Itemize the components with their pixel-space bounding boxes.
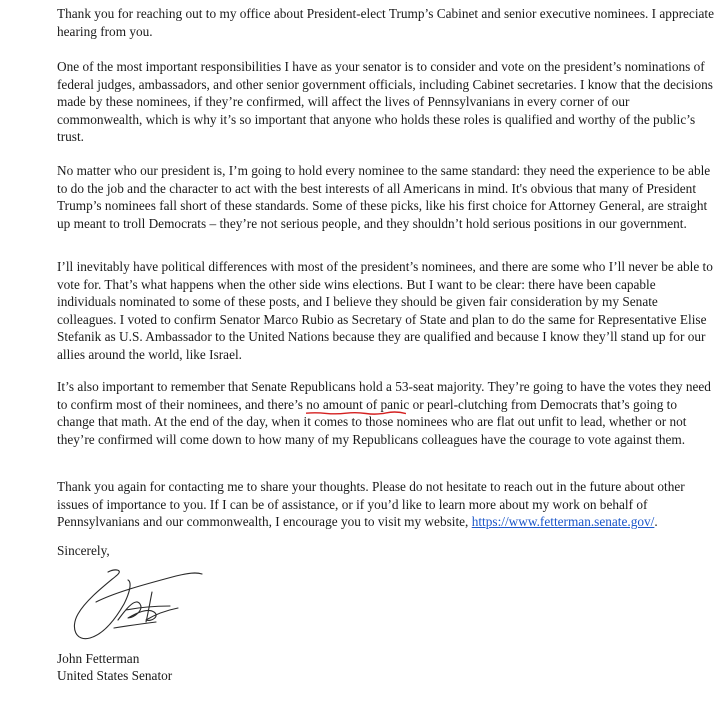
signature-image (56, 562, 206, 652)
website-link[interactable]: https://www.fetterman.senate.gov/ (471, 514, 655, 530)
thanks-text-end: . (654, 514, 658, 530)
majority-text-start: It’s also important to remember that Senate Republicans hold a 53-seat majority. They’re going to have the votes they need to confirm most of their nominees, and there’s (57, 379, 711, 412)
signer-title: United States Senator (57, 668, 173, 683)
paragraph-differences: I’ll inevitably have political differences with most of the president’s nominees, and there are some who I’ll never be able to vote for. That’s what happens when the other side wins elections. But I want to be clear: there have been capable individuals nominated to some of these posts, and I believe they should be given fair consideration by my Senate colleagues. I voted to confirm Senator Marco Rubio as Secretary of State and plan to do the same for Representative Elise Stefanik as U.S. Ambassador to the United Nations because they are qualified and because I know they’ll stand up for our allies around the world, like Israel. (57, 259, 713, 362)
paragraph-greeting: Thank you for reaching out to my office about President-elect Trump’s Cabinet and senior executive nominees. I appreciate hearing from you. (57, 6, 715, 39)
paragraph-thanks (57, 478, 717, 531)
signer-name: John Fetterman (57, 651, 140, 666)
paragraph-standards: No matter who our president is, I’m going to hold every nominee to the same standard: they need the experience to be able to do the job and the character to act with the best interests of all Americans in mind. It's obvious that many of President Trump’s nominees fall short of these standards. Some of these picks, like his first choice for Attorney General, are straight up meant to troll Democrats – they’re not serious people, and they shouldn’t hold serious positions in our government. (57, 163, 711, 231)
paragraph-responsibilities: One of the most important responsibilities I have as your senator is to consider and vote on the president’s nominations of federal judges, ambassadors, and other senior government officials, including Cabinet secretaries. I know that the decisions made by these nominees, if they’re confirmed, will affect the lives of Pennsylvanians in every corner of our commonwealth, which is why it’s so important that anyone who holds these roles is qualified and worthy of the public’s trust. (57, 59, 713, 145)
closing-sincerely: Sincerely, (57, 543, 110, 558)
red-handdrawn-underline (306, 411, 406, 415)
majority-text-end: that’s going to change that math. At the end of the day, when it comes to those nominees who are flat out unfit to lead, whether or not they’re confirmed will come down to how many of my Republicans colleagues have the courage to vote against them. (57, 396, 687, 447)
highlighted-phrase (306, 397, 597, 412)
highlighted-phrase-text: no amount of panic or pearl-clutching from Democrats (306, 396, 598, 412)
paragraph-majority (57, 378, 717, 448)
thanks-text: Thank you again for contacting me to share your thoughts. Please do not hesitate to reach out in the future about other issues of importance to you. If I can be of assistance, or if you’d like to learn more about my work on behalf of Pennsylvanians and our commonwealth, I encourage you to visit my website, (57, 479, 685, 530)
